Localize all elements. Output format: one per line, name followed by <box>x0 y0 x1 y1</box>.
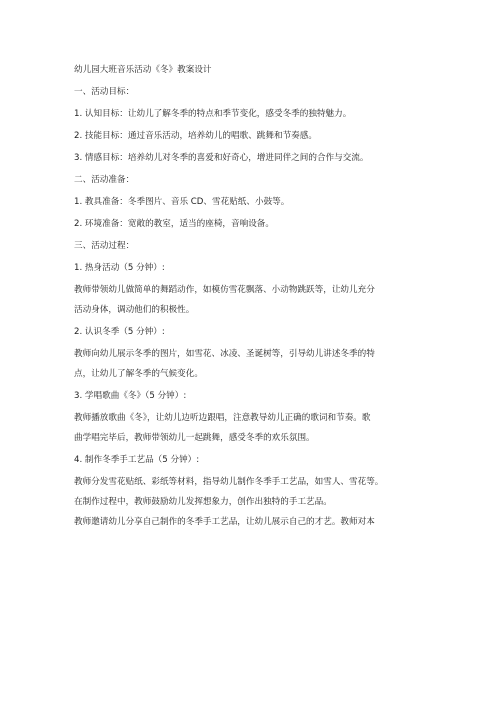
document-page <box>74 64 430 528</box>
step-4-paragraph-line: 教师邀请幼儿分享自己制作的冬季手工艺品，让幼儿展示自己的才艺。教师对本 <box>74 517 375 527</box>
goal-item-2: 2. 技能目标：通过音乐活动，培养幼儿的唱歌、跳舞和节奏感。 <box>74 131 317 141</box>
section-heading-preparation: 二、活动准备： <box>74 175 135 185</box>
section-heading-goals: 一、活动目标： <box>74 87 135 97</box>
step-1-paragraph-line: 活动身体，调动他们的积极性。 <box>74 305 195 315</box>
step-2-heading: 2. 认识冬季（5 分钟）: <box>74 327 165 337</box>
prep-item-1: 1. 教具准备：冬季图片、音乐 CD、雪花贴纸、小鼓等。 <box>74 197 290 207</box>
step-3-paragraph-line: 教师播放歌曲《冬》，让幼儿边听边跟唱，注意教导幼儿正确的歌词和节奏。歌 <box>74 413 371 423</box>
step-2-paragraph-line: 点，让幼儿了解冬季的气候变化。 <box>74 369 203 379</box>
goal-item-3: 3. 情感目标：培养幼儿对冬季的喜爱和好奇心，增进同伴之间的合作与交流。 <box>74 153 369 163</box>
step-1-paragraph-line: 教师带领幼儿做简单的舞蹈动作，如模仿雪花飘落、小动物跳跃等，让幼儿充分 <box>74 285 375 295</box>
step-4-paragraph-line: 在制作过程中，教师鼓励幼儿发挥想象力，创作出独特的手工艺品。 <box>74 497 332 507</box>
goal-item-1: 1. 认知目标：让幼儿了解冬季的特点和季节变化，感受冬季的独特魅力。 <box>74 109 352 119</box>
step-3-heading: 3. 学唱歌曲《冬》（5 分钟）: <box>74 391 187 401</box>
section-heading-process: 三、活动过程： <box>74 241 135 251</box>
step-4-heading: 4. 制作冬季手工艺品（5 分钟）: <box>74 455 200 465</box>
document-title: 幼儿园大班音乐活动《冬》教案设计 <box>74 65 212 75</box>
step-3-paragraph-line: 曲学唱完毕后，教师带领幼儿一起跳舞，感受冬季的欢乐氛围。 <box>74 433 315 443</box>
step-1-heading: 1. 热身活动（5 分钟）: <box>74 263 165 273</box>
step-2-paragraph-line: 教师向幼儿展示冬季的图片，如雪花、冰凌、圣诞树等，引导幼儿讲述冬季的特 <box>74 349 375 359</box>
prep-item-2: 2. 环境准备：宽敞的教室，适当的座椅，音响设备。 <box>74 219 274 229</box>
step-4-paragraph-line: 教师分发雪花贴纸、彩纸等材料，指导幼儿制作冬季手工艺品，如雪人、雪花等。 <box>74 477 384 487</box>
